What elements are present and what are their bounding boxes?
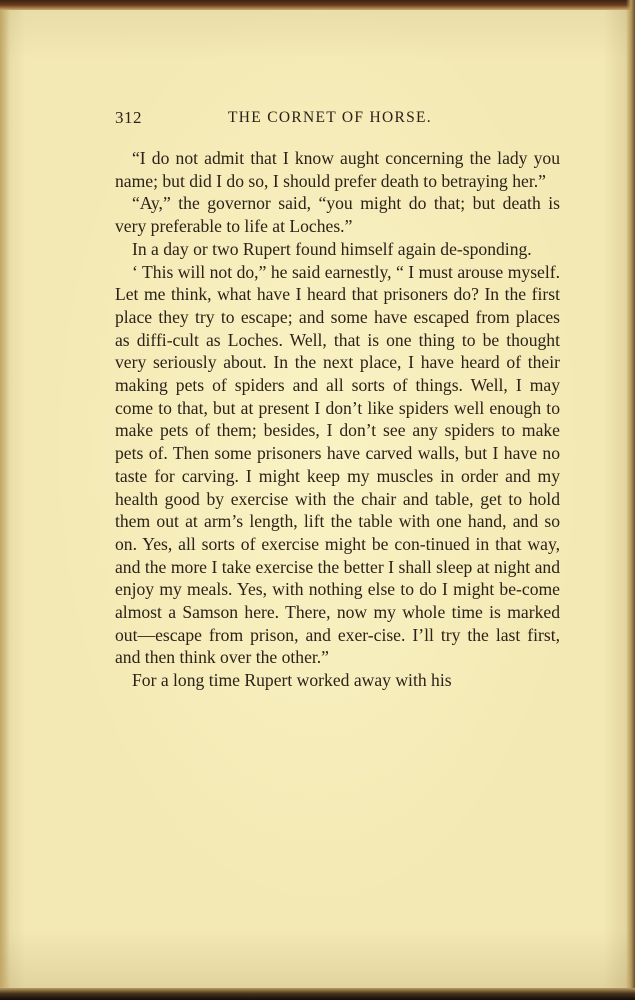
running-header (115, 108, 555, 132)
body-text (115, 147, 560, 692)
page-number: 312 (115, 108, 142, 127)
paragraph-2: “Ay,” the governor said, “you might do that; but death is very preferable to life at Loches.” (115, 193, 560, 237)
paragraph-3: In a day or two Rupert found himself again de-sponding. (132, 238, 532, 259)
page-top-edge (0, 0, 635, 10)
paragraph-1: “I do not admit that I know aught concerning the lady you name; but did I do so, I should prefer death to betraying her.” (115, 148, 560, 191)
page-bottom-edge (0, 988, 635, 1000)
page-gutter-shadow (0, 0, 10, 1000)
running-title: THE CORNET OF HORSE. (228, 109, 432, 126)
paragraph-4: ‘ This will not do,” he said earnestly, “ I must arouse myself. Let me think, what have I heard that prisoners do? In the first place they try to escape; and some have escaped from places as diffi-cult as Loches. Well, that is one thing to be thought very seriously about. In the next place, I have heard of their making pets of spiders and all sorts of things. Well, I may come to that, but at present I don’t like spiders well enough to make pets of them; besides, I don’t see any spiders to make pets of. Then some prisoners have carved walls, but I have no taste for carving. I might keep my muscles in order and my health good by exercise with the chair and table, get to hold them out at arm’s length, lift the table with one hand, and so on. Yes, all sorts of exercise might be con-tinued in that way, and the more I take exercise the better I shall sleep at night and enjoy my meals. Yes, with nothing else to do I might be-come almost a Samson here. There, now my whole time is marked out—escape from prison, and exer-cise. I’ll try the last first, and then think over the other.” (115, 261, 560, 668)
page-right-edge (626, 0, 635, 1000)
paragraph-5: For a long time Rupert worked away with his (132, 670, 452, 691)
